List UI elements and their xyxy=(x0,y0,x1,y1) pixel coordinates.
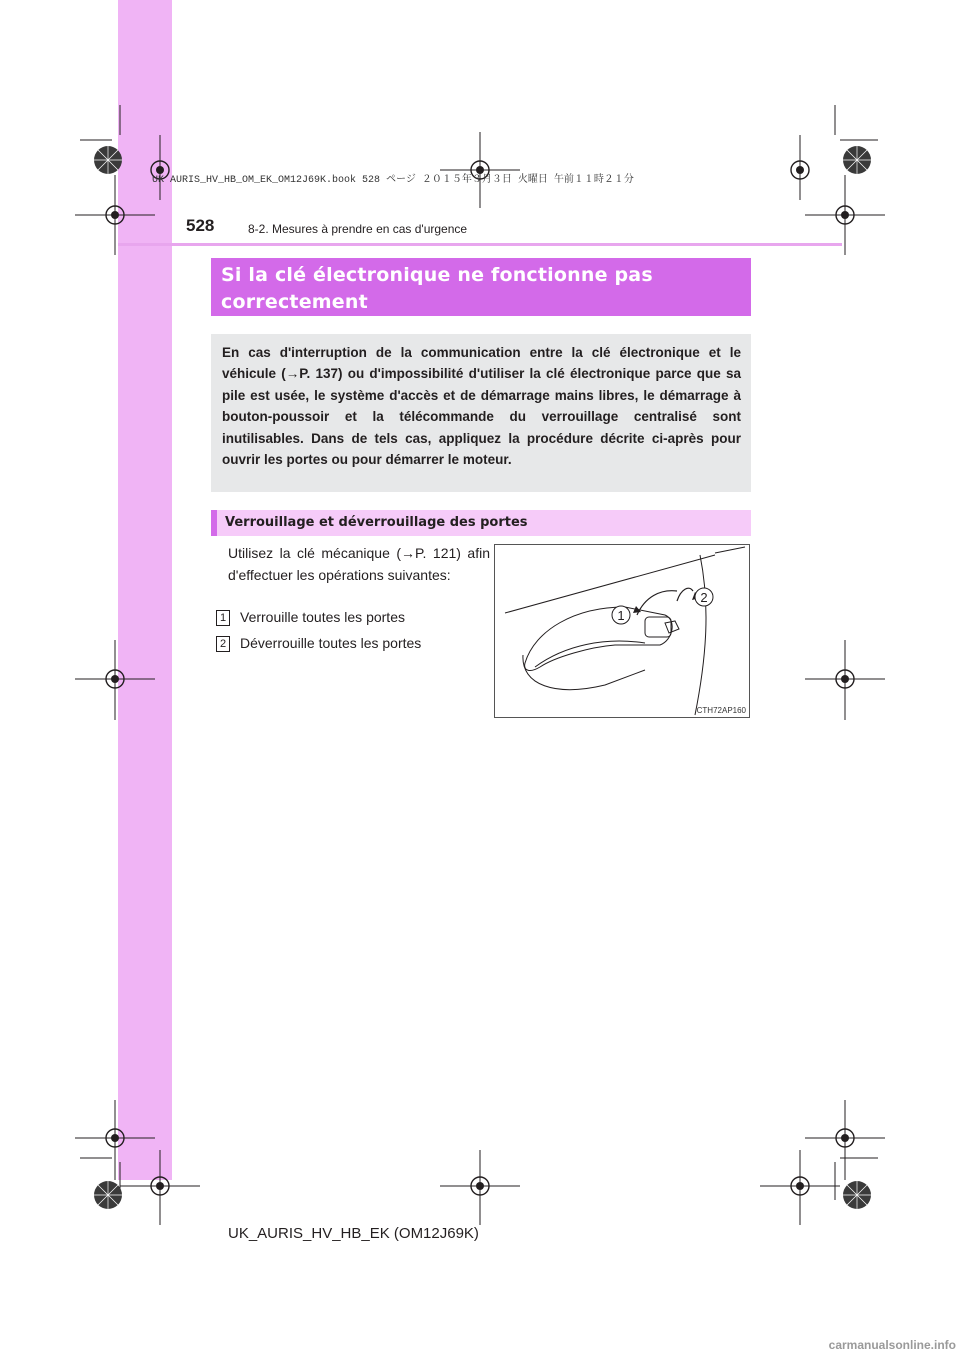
door-handle-illustration xyxy=(495,545,750,718)
subsection-accent xyxy=(211,510,217,536)
list-item xyxy=(216,635,421,652)
intro-box xyxy=(211,334,751,492)
list-item-text: Verrouille toutes les portes xyxy=(240,609,405,625)
list-item-number: 2 xyxy=(216,636,230,652)
subsection-heading xyxy=(211,510,751,536)
list-item xyxy=(216,609,405,626)
callout-1 xyxy=(612,606,630,624)
list-item-text: Déverrouille toutes les portes xyxy=(240,635,422,651)
figure-code: CTH72AP160 xyxy=(696,706,746,715)
page-title-line-2: correctement xyxy=(221,291,368,313)
header-rule xyxy=(118,243,842,246)
list-item-number: 1 xyxy=(216,610,230,626)
door-handle-figure xyxy=(494,544,750,718)
svg-text:2: 2 xyxy=(700,590,708,605)
footer-code: UK_AURIS_HV_HB_EK (OM12J69K) xyxy=(228,1225,479,1242)
subsection-title: Verrouillage et déverrouillage des portes xyxy=(225,515,528,530)
intro-text: En cas d'interruption de la communication entre la clé électronique et le véhicule (→P. 137) ou d'impossibilité d'utiliser la clé électronique parce que sa pile est usée, le système d'accès et de démarrage mains libres, le démarrage à bouton-poussoir et la télécommande du verrouillage centralisé sont inutilisables. Dans de tels cas, appliquez la procédure décrite ci-après pour ouvrir les portes ou pour démarrer le moteur. xyxy=(222,345,741,468)
svg-text:1: 1 xyxy=(617,608,625,623)
page-title-line-1: Si la clé électronique ne fonctionne pas xyxy=(221,264,653,286)
page-number: 528 xyxy=(186,216,215,235)
watermark-text: carmanualsonline.info xyxy=(828,1338,956,1352)
page-title xyxy=(211,258,751,316)
body-paragraph: Utilisez la clé mécanique (→P. 121) afin d'effectuer les opérations suivantes: xyxy=(228,545,490,583)
section-label: 8-2. Mesures à prendre en cas d'urgence xyxy=(248,222,468,236)
print-metadata-line: UK AURIS_HV_HB_OM_EK_OM12J69K.book 528 ページ ２０１５年３月３日 火曜日 午前１１時２１分 xyxy=(152,175,634,186)
callout-2 xyxy=(695,588,713,606)
